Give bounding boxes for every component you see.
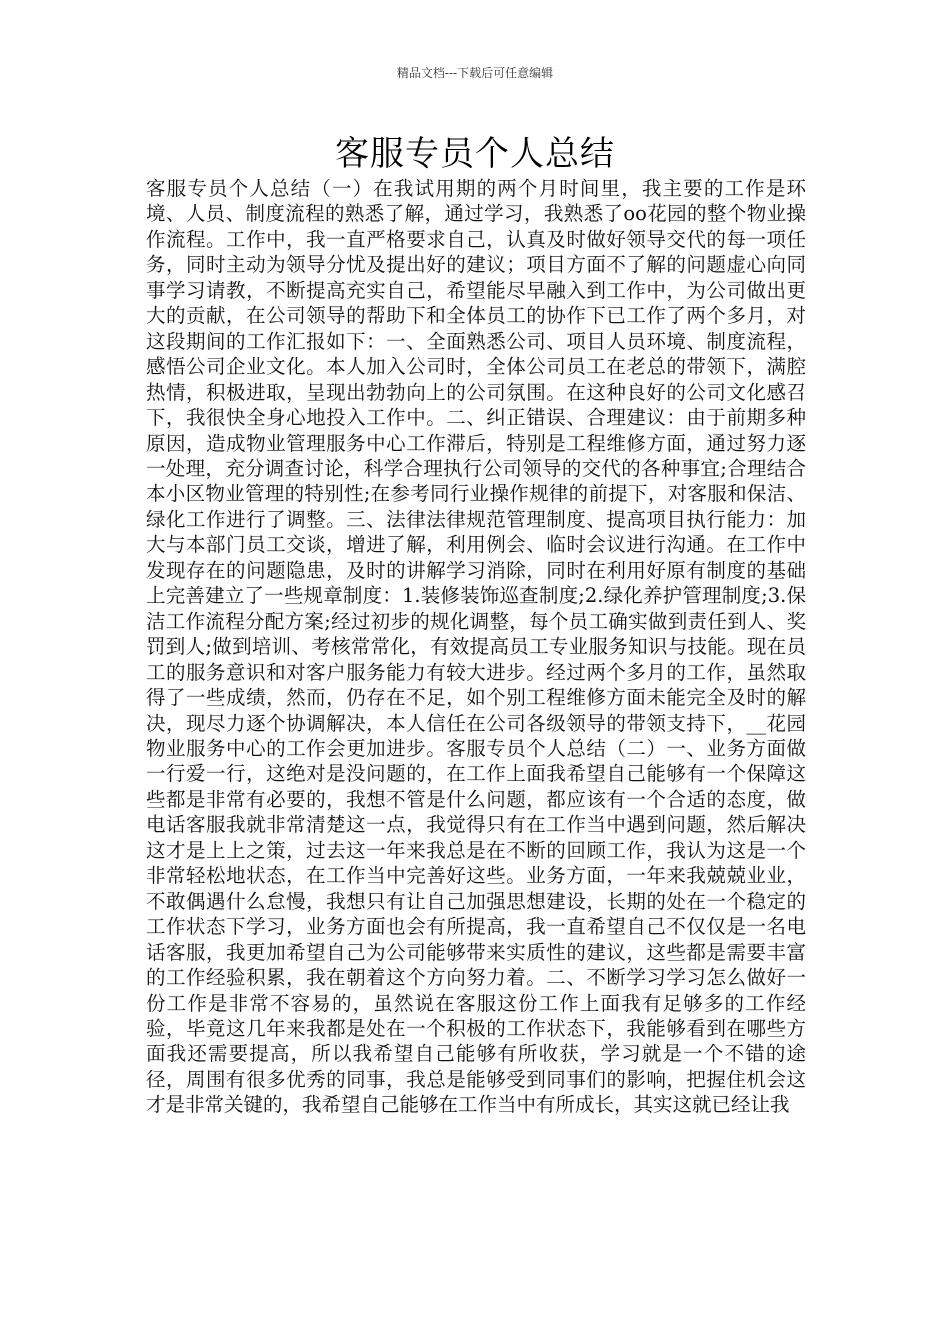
document-body-text: 客服专员个人总结（一）在我试用期的两个月时间里，我主要的工作是环境、人员、制度流程的熟悉了解，通过学习，我熟悉了oo花园的整个物业操作流程。工作中，我一直严格要求自己，认真及时做好领导交代的每一项任务，同时主动为领导分忧及提出好的建议；项目方面不了解的问题虚心向同事学习请教，不断提高充实自己，希望能尽早融入到工作中，为公司做出更大的贡献，在公司领导的帮助下和全体员工的协作下已工作了两个多月，对这段期间的工作汇报如下：一、全面熟悉公司、项目人员环境、制度流程，感悟公司企业文化。本人加入公司时，全体公司员工在老总的带领下，满腔热情，积极进取，呈现出勃勃向上的公司氛围。在这种良好的公司文化感召下，我很快全身心地投入工作中。二、纠正错误、合理建议：由于前期多种原因，造成物业管理服务中心工作滞后，特别是工程维修方面，通过努力逐一处理，充分调查讨论，科学合理执行公司领导的交代的各种事宜;合理结合本小区物业管理的特别性;在参考同行业操作规律的前提下，对客服和保洁、绿化工作进行了调整。三、法律法律规范管理制度、提高项目执行能力：加大与本部门员工交谈，增进了解，利用例会、临时会议进行沟通。在工作中发现存在的问题隐患，及时的讲解学习消除，同时在利用好原有制度的基础上完善建立了一些规章制度：1.装修装饰巡查制度;2.绿化养护管理制度;3.保洁工作流程分配方案;经过初步的规化调整，每个员工确实做到责任到人、奖罚到人;做到培训、考核常常化，有效提高员工专业服务知识与技能。现在员工的服务意识和对客户服务能力有较大进步。经过两个多月的工作，虽然取得了一些成绩，然而，仍存在不足，如个别工程维修方面未能完全及时的解决，现尽力逐个协调解决，本人信任在公司各级领导的带领支持下，__花园物业服务中心的工作会更加进步。客服专员个人总结（二）一、业务方面做一行爱一行，这绝对是没问题的，在工作上面我希望自己能够有一个保障这些都是非常有必要的，我想不管是什么问题，都应该有一个合适的态度，做电话客服我就非常清楚这一点，我觉得只有在工作当中遇到问题，然后解决这才是上上之策，过去这一年来我总是在不断的回顾工作，我认为这是一个非常轻松地状态，在工作当中完善好这些。业务方面，一年来我兢兢业业，不敢偶遇什么怠慢，我想只有让自己加强思想建设，长期的处在一个稳定的工作状态下学习，业务方面也会有所提高，我一直希望自己不仅仅是一名电话客服，我更加希望自己为公司能够带来实质性的建议，这些都是需要丰富的工作经验积累，我在朝着这个方向努力着。二、不断学习学习怎么做好一份工作是非常不容易的，虽然说在客服这份工作上面我有足够多的工作经验，毕竟这几年来我都是处在一个积极的工作状态下，我能够看到在哪些方面我还需要提高，所以我希望自己能够有所收获，学习就是一个不错的途径，周围有很多优秀的同事，我总是能够受到同事们的影响，把握住机会这才是非常关键的，我希望自己能够在工作当中有所成长，其实这就已经让我 bbox=[146, 177, 806, 1117]
document-title: 客服专员个人总结 bbox=[335, 134, 615, 174]
page-header-note: 精品文档---下载后可任意编辑 bbox=[396, 66, 554, 80]
